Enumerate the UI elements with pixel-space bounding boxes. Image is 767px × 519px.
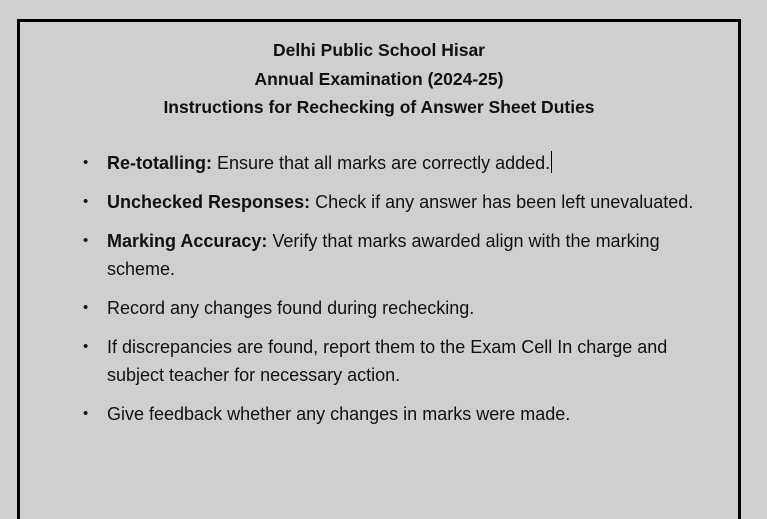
item-lead: Re-totalling: xyxy=(107,153,212,173)
item-text[interactable]: Record any changes found during rechecking. xyxy=(107,298,475,318)
item-text[interactable]: Check if any answer has been left unevaluated. xyxy=(310,192,694,212)
list-item xyxy=(83,227,707,283)
document-page xyxy=(17,19,741,519)
item-text[interactable]: Ensure that all marks are correctly added. xyxy=(212,153,551,173)
document-header xyxy=(20,36,738,122)
bullet-icon: • xyxy=(83,193,89,210)
exam-title: Annual Examination (2024-25) xyxy=(254,68,504,89)
bullet-icon: • xyxy=(83,232,89,249)
item-text[interactable]: Give feedback whether any changes in marks were made. xyxy=(107,404,571,424)
instructions-list xyxy=(83,149,707,439)
bullet-icon: • xyxy=(83,338,89,355)
bullet-icon: • xyxy=(83,299,89,316)
bullet-icon: • xyxy=(83,154,89,171)
item-text[interactable]: Verify that marks awarded align with the marking scheme. xyxy=(107,231,660,279)
item-lead: Marking Accuracy: xyxy=(107,231,268,251)
item-lead: Unchecked Responses: xyxy=(107,192,311,212)
list-item xyxy=(83,188,707,216)
list-item xyxy=(83,333,707,389)
list-item xyxy=(83,294,707,322)
bullet-icon: • xyxy=(83,405,89,422)
list-item xyxy=(83,149,707,177)
text-cursor xyxy=(551,151,552,173)
instructions-title: Instructions for Rechecking of Answer Sheet Duties xyxy=(163,97,595,117)
item-text[interactable]: If discrepancies are found, report them to the Exam Cell In charge and subject teacher for necessary action. xyxy=(107,337,668,385)
list-item xyxy=(83,400,707,428)
school-name: Delhi Public School Hisar xyxy=(273,40,485,60)
